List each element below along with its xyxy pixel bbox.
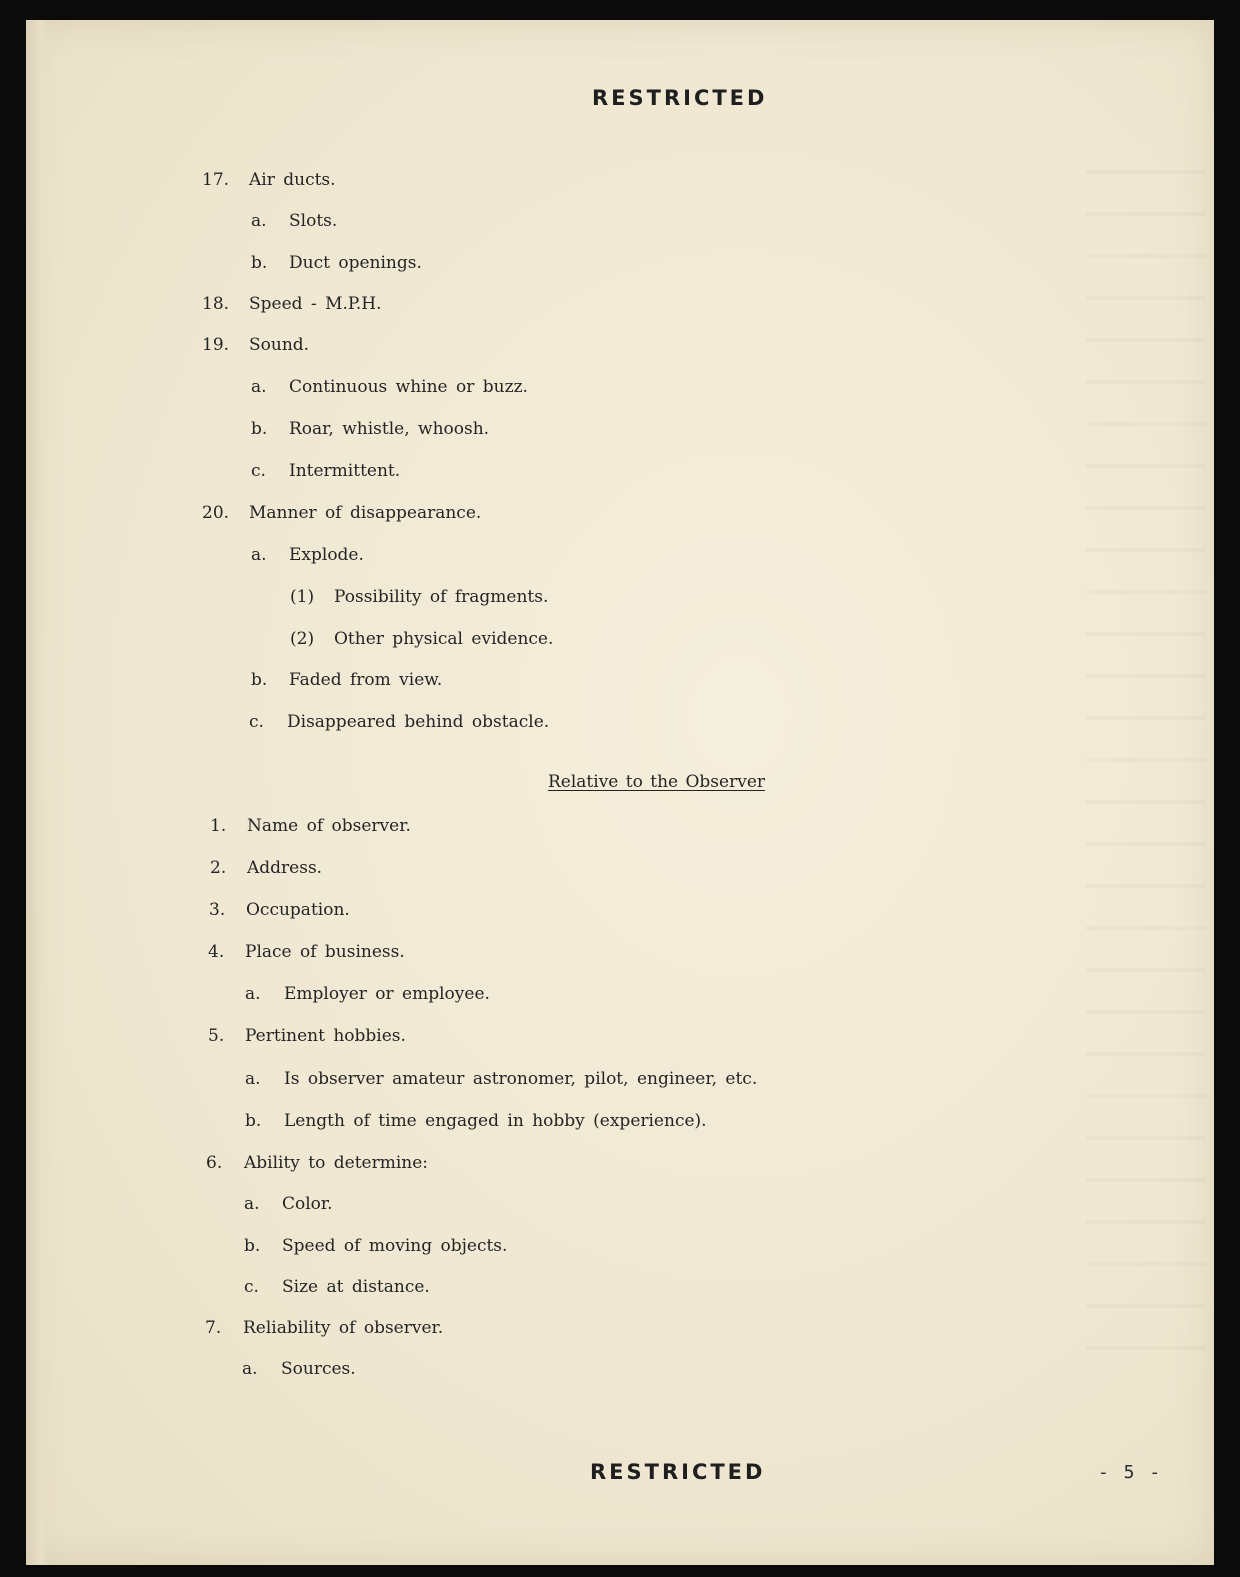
list-item: 1. Name of observer. [210,816,411,836]
page-number: - 5 - [1098,1462,1163,1483]
paper-sheet [26,20,1214,1565]
list-item: 6. Ability to determine: [206,1153,429,1173]
list-item: a. Explode. [251,545,364,565]
list-item: c. Disappeared behind obstacle. [249,712,550,732]
list-item: 3. Occupation. [209,900,350,920]
list-item: 19. Sound. [202,335,310,355]
list-item: (1) Possibility of fragments. [290,587,549,607]
list-item: a. Sources. [242,1359,356,1379]
header-restricted-stamp: RESTRICTED [592,86,768,110]
list-item: a. Employer or employee. [245,984,490,1004]
show-through-text [1086,170,1206,1370]
list-item: 7. Reliability of observer. [205,1318,444,1338]
list-item: (2) Other physical evidence. [290,629,554,649]
list-item: c. Intermittent. [251,461,401,481]
list-item: b. Speed of moving objects. [244,1236,508,1256]
list-item: a. Color. [244,1194,333,1214]
list-item: 4. Place of business. [208,942,405,962]
list-item: 5. Pertinent hobbies. [208,1026,406,1046]
section-heading: Relative to the Observer [548,772,766,792]
list-item: a. Continuous whine or buzz. [251,377,528,397]
list-item: c. Size at distance. [244,1277,430,1297]
list-item: b. Length of time engaged in hobby (experience). [245,1111,707,1131]
footer-restricted-stamp: RESTRICTED [590,1460,766,1484]
list-item: b. Roar, whistle, whoosh. [251,419,490,439]
list-item: 18. Speed - M.P.H. [202,294,382,314]
list-item: a. Is observer amateur astronomer, pilot, engineer, etc. [245,1069,758,1089]
list-item: 17. Air ducts. [202,170,336,190]
list-item: 20. Manner of disappearance. [202,503,482,523]
torn-left-edge [26,20,48,1565]
list-item: b. Duct openings. [251,253,422,273]
list-item: 2. Address. [210,858,323,878]
list-item: a. Slots. [251,211,338,231]
list-item: b. Faded from view. [251,670,443,690]
